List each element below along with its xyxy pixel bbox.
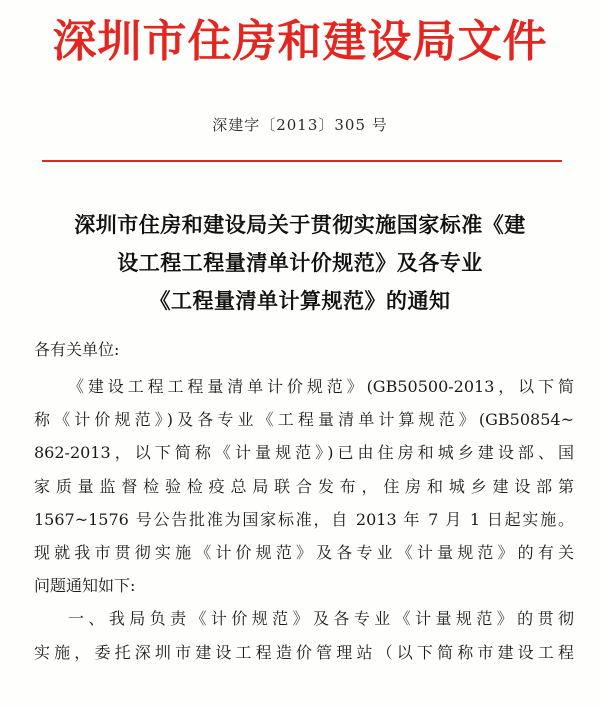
notice-title-line-1: 深圳市住房和建设局关于贯彻实施国家标准《建 bbox=[74, 213, 526, 237]
document-number: 深建字〔2013〕305 号 bbox=[212, 116, 388, 134]
body-line-5: 1567~1576 号公告批准为国家标准，自 2013 年 7 月 1 日起实施。 bbox=[34, 509, 574, 529]
body-line-3: 862-2013，以下简称《计量规范》)已由住房和城乡建设部、国 bbox=[34, 443, 574, 463]
body-line-6: 现就我市贯彻实施《计价规范》及各专业《计量规范》的有关 bbox=[34, 543, 574, 563]
body-line-8: 一、我局负责《计价规范》及各专业《计量规范》的贯彻 bbox=[68, 609, 574, 629]
body-line-1: 《建设工程工程量清单计价规范》(GB50500-2013，以下简 bbox=[68, 377, 574, 396]
body-line-4: 家质量监督检验检疫总局联合发布，住房和城乡建设部第 bbox=[34, 476, 574, 496]
body-line-7: 问题通知如下: bbox=[34, 576, 136, 596]
red-divider-rule bbox=[42, 160, 562, 162]
salutation: 各有关单位: bbox=[34, 340, 120, 359]
notice-title-line-3: 《工程量清单计算规范》的通知 bbox=[149, 289, 451, 313]
notice-title-line-2: 设工程工程量清单计价规范》及各专业 bbox=[117, 251, 483, 275]
body-line-9: 实施，委托深圳市建设工程造价管理站（以下简称市建设工程 bbox=[34, 642, 574, 662]
notice-body bbox=[34, 370, 574, 669]
notice-title bbox=[0, 206, 600, 320]
issuer-header-title: 深圳市住房和建设局文件 bbox=[52, 16, 548, 67]
body-line-2: 称《计价规范》)及各专业《工程量清单计算规范》(GB50854~ bbox=[34, 410, 574, 430]
